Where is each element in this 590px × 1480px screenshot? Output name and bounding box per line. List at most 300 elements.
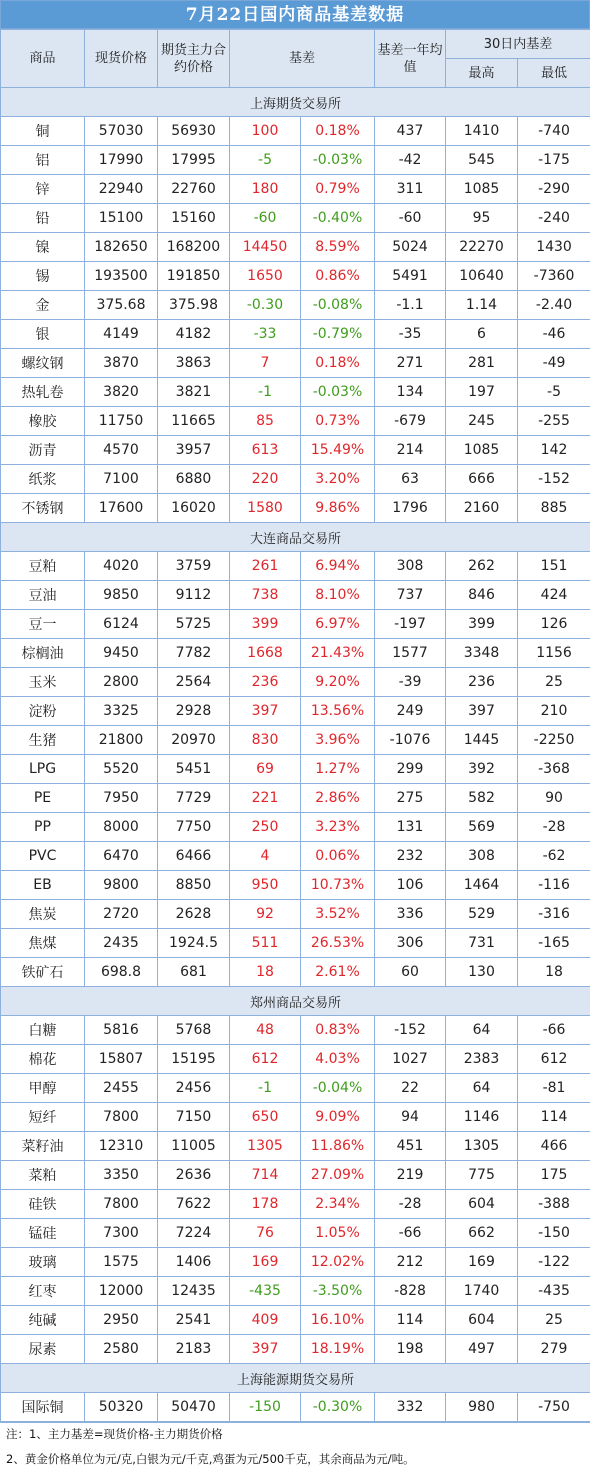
basis-percent-cell: 2.86%: [301, 784, 375, 813]
table-row: [1, 1335, 590, 1364]
table-row: [1, 697, 590, 726]
basis-value-cell: 1580: [230, 494, 301, 523]
30d-high-cell: 666: [446, 465, 518, 494]
30d-high-cell: 529: [446, 900, 518, 929]
spot-price-cell: 50320: [85, 1393, 158, 1422]
year-average-cell: 271: [375, 349, 446, 378]
year-average-cell: 5491: [375, 262, 446, 291]
commodity-cell: 红枣: [1, 1277, 85, 1306]
year-average-cell: 198: [375, 1335, 446, 1364]
basis-value-cell: 612: [230, 1045, 301, 1074]
basis-value-cell: 236: [230, 668, 301, 697]
commodity-cell: 菜籽油: [1, 1132, 85, 1161]
basis-value-cell: 409: [230, 1306, 301, 1335]
year-average-cell: 308: [375, 552, 446, 581]
futures-price-cell: 7622: [158, 1190, 230, 1219]
basis-value-cell: 1650: [230, 262, 301, 291]
basis-percent-cell: 15.49%: [301, 436, 375, 465]
futures-price-cell: 7782: [158, 639, 230, 668]
commodity-cell: 金: [1, 291, 85, 320]
futures-price-cell: 6880: [158, 465, 230, 494]
year-average-cell: 5024: [375, 233, 446, 262]
basis-percent-cell: 0.18%: [301, 349, 375, 378]
table-row: [1, 929, 590, 958]
futures-price-cell: 2636: [158, 1161, 230, 1190]
basis-value-cell: 397: [230, 1335, 301, 1364]
spot-price-cell: 698.8: [85, 958, 158, 987]
spot-price-cell: 6124: [85, 610, 158, 639]
spot-price-cell: 12310: [85, 1132, 158, 1161]
basis-value-cell: 613: [230, 436, 301, 465]
basis-value-cell: 221: [230, 784, 301, 813]
basis-value-cell: -1: [230, 378, 301, 407]
commodity-cell: 菜粕: [1, 1161, 85, 1190]
basis-percent-cell: 3.52%: [301, 900, 375, 929]
30d-low-cell: 1430: [518, 233, 590, 262]
basis-percent-cell: 1.05%: [301, 1219, 375, 1248]
year-average-cell: -66: [375, 1219, 446, 1248]
table-row: [1, 262, 590, 291]
30d-high-cell: 662: [446, 1219, 518, 1248]
30d-low-cell: -46: [518, 320, 590, 349]
30d-low-cell: -28: [518, 813, 590, 842]
commodity-cell: 铝: [1, 146, 85, 175]
year-average-cell: -679: [375, 407, 446, 436]
header-futures: 期货主力合约价格: [158, 30, 230, 88]
year-average-cell: 60: [375, 958, 446, 987]
30d-low-cell: 1156: [518, 639, 590, 668]
30d-low-cell: 25: [518, 1306, 590, 1335]
section-header: [1, 88, 590, 117]
30d-high-cell: 604: [446, 1190, 518, 1219]
spot-price-cell: 3350: [85, 1161, 158, 1190]
table-row: [1, 842, 590, 871]
futures-price-cell: 168200: [158, 233, 230, 262]
basis-value-cell: -150: [230, 1393, 301, 1422]
spot-price-cell: 17990: [85, 146, 158, 175]
30d-high-cell: 399: [446, 610, 518, 639]
header-30d: 30日内基差: [446, 30, 590, 59]
30d-high-cell: 775: [446, 1161, 518, 1190]
spot-price-cell: 3870: [85, 349, 158, 378]
spot-price-cell: 9850: [85, 581, 158, 610]
30d-low-cell: -368: [518, 755, 590, 784]
30d-low-cell: 279: [518, 1335, 590, 1364]
basis-percent-cell: 0.79%: [301, 175, 375, 204]
futures-price-cell: 15160: [158, 204, 230, 233]
basis-percent-cell: -0.03%: [301, 146, 375, 175]
futures-price-cell: 9112: [158, 581, 230, 610]
futures-price-cell: 2183: [158, 1335, 230, 1364]
commodity-cell: 镍: [1, 233, 85, 262]
table-row: [1, 784, 590, 813]
futures-price-cell: 56930: [158, 117, 230, 146]
30d-low-cell: -290: [518, 175, 590, 204]
commodity-cell: 棕榈油: [1, 639, 85, 668]
basis-value-cell: 1305: [230, 1132, 301, 1161]
futures-price-cell: 3863: [158, 349, 230, 378]
30d-low-cell: -62: [518, 842, 590, 871]
futures-price-cell: 7224: [158, 1219, 230, 1248]
table-row: [1, 320, 590, 349]
basis-value-cell: 511: [230, 929, 301, 958]
basis-value-cell: 7: [230, 349, 301, 378]
year-average-cell: -39: [375, 668, 446, 697]
30d-high-cell: 6: [446, 320, 518, 349]
30d-high-cell: 22270: [446, 233, 518, 262]
spot-price-cell: 2455: [85, 1074, 158, 1103]
table-row: [1, 871, 590, 900]
header-low: 最低: [518, 59, 590, 88]
futures-price-cell: 4182: [158, 320, 230, 349]
section-name: 上海期货交易所: [1, 88, 590, 117]
table-row: [1, 1248, 590, 1277]
header-basis: 基差: [230, 30, 375, 88]
30d-high-cell: 980: [446, 1393, 518, 1422]
spot-price-cell: 57030: [85, 117, 158, 146]
futures-price-cell: 6466: [158, 842, 230, 871]
commodity-cell: 锡: [1, 262, 85, 291]
30d-high-cell: 308: [446, 842, 518, 871]
spot-price-cell: 12000: [85, 1277, 158, 1306]
30d-low-cell: -740: [518, 117, 590, 146]
commodity-cell: 淀粉: [1, 697, 85, 726]
year-average-cell: -197: [375, 610, 446, 639]
basis-value-cell: 100: [230, 117, 301, 146]
commodity-cell: PE: [1, 784, 85, 813]
30d-low-cell: -49: [518, 349, 590, 378]
30d-high-cell: 130: [446, 958, 518, 987]
header-spot: 现货价格: [85, 30, 158, 88]
30d-low-cell: -150: [518, 1219, 590, 1248]
futures-price-cell: 3759: [158, 552, 230, 581]
30d-low-cell: 151: [518, 552, 590, 581]
table-row: [1, 610, 590, 639]
year-average-cell: 311: [375, 175, 446, 204]
footnote-2: 2、黄金价格单位为元/克,白银为元/千克,鸡蛋为元/500千克，其余商品为元/吨。: [6, 1452, 415, 1466]
table-row: [1, 1393, 590, 1422]
30d-high-cell: 1085: [446, 175, 518, 204]
commodity-cell: 豆油: [1, 581, 85, 610]
futures-price-cell: 191850: [158, 262, 230, 291]
futures-price-cell: 7150: [158, 1103, 230, 1132]
basis-value-cell: 399: [230, 610, 301, 639]
commodity-cell: 沥青: [1, 436, 85, 465]
year-average-cell: -35: [375, 320, 446, 349]
year-average-cell: 332: [375, 1393, 446, 1422]
table-row: [1, 1277, 590, 1306]
30d-low-cell: -2.40: [518, 291, 590, 320]
footnote-1: 注：1、主力基差=现货价格-主力期货价格: [6, 1427, 223, 1441]
year-average-cell: -28: [375, 1190, 446, 1219]
30d-high-cell: 1740: [446, 1277, 518, 1306]
year-average-cell: 131: [375, 813, 446, 842]
basis-percent-cell: 27.09%: [301, 1161, 375, 1190]
year-average-cell: 1577: [375, 639, 446, 668]
basis-value-cell: 261: [230, 552, 301, 581]
30d-low-cell: -388: [518, 1190, 590, 1219]
table-row: [1, 1132, 590, 1161]
commodity-cell: 短纤: [1, 1103, 85, 1132]
commodity-cell: 玉米: [1, 668, 85, 697]
futures-price-cell: 2456: [158, 1074, 230, 1103]
basis-value-cell: 92: [230, 900, 301, 929]
30d-high-cell: 1445: [446, 726, 518, 755]
30d-low-cell: 126: [518, 610, 590, 639]
futures-price-cell: 17995: [158, 146, 230, 175]
basis-value-cell: 738: [230, 581, 301, 610]
30d-low-cell: -152: [518, 465, 590, 494]
futures-price-cell: 11665: [158, 407, 230, 436]
basis-value-cell: 220: [230, 465, 301, 494]
30d-low-cell: -240: [518, 204, 590, 233]
basis-percent-cell: 6.94%: [301, 552, 375, 581]
futures-price-cell: 3957: [158, 436, 230, 465]
table-row: [1, 900, 590, 929]
30d-low-cell: 885: [518, 494, 590, 523]
year-average-cell: -828: [375, 1277, 446, 1306]
basis-percent-cell: 8.59%: [301, 233, 375, 262]
30d-low-cell: 175: [518, 1161, 590, 1190]
basis-value-cell: 180: [230, 175, 301, 204]
year-average-cell: 437: [375, 117, 446, 146]
spot-price-cell: 4020: [85, 552, 158, 581]
basis-value-cell: -60: [230, 204, 301, 233]
30d-low-cell: -66: [518, 1016, 590, 1045]
basis-percent-cell: 16.10%: [301, 1306, 375, 1335]
30d-low-cell: 210: [518, 697, 590, 726]
spot-price-cell: 9450: [85, 639, 158, 668]
commodity-cell: 银: [1, 320, 85, 349]
30d-high-cell: 545: [446, 146, 518, 175]
year-average-cell: 306: [375, 929, 446, 958]
futures-price-cell: 681: [158, 958, 230, 987]
basis-value-cell: 250: [230, 813, 301, 842]
table-row: [1, 1190, 590, 1219]
spot-price-cell: 1575: [85, 1248, 158, 1277]
basis-value-cell: 4: [230, 842, 301, 871]
table-row: [1, 813, 590, 842]
30d-high-cell: 731: [446, 929, 518, 958]
basis-percent-cell: 6.97%: [301, 610, 375, 639]
futures-price-cell: 2541: [158, 1306, 230, 1335]
year-average-cell: 134: [375, 378, 446, 407]
year-average-cell: 22: [375, 1074, 446, 1103]
spot-price-cell: 15100: [85, 204, 158, 233]
year-average-cell: 1796: [375, 494, 446, 523]
30d-high-cell: 197: [446, 378, 518, 407]
30d-low-cell: -165: [518, 929, 590, 958]
table-row: [1, 1074, 590, 1103]
30d-low-cell: -7360: [518, 262, 590, 291]
spot-price-cell: 2800: [85, 668, 158, 697]
table-row: [1, 1306, 590, 1335]
commodity-cell: 锌: [1, 175, 85, 204]
30d-high-cell: 64: [446, 1074, 518, 1103]
30d-high-cell: 1.14: [446, 291, 518, 320]
futures-price-cell: 7750: [158, 813, 230, 842]
table-row: [1, 465, 590, 494]
futures-price-cell: 20970: [158, 726, 230, 755]
section-name: 大连商品交易所: [1, 523, 590, 552]
commodity-cell: EB: [1, 871, 85, 900]
basis-value-cell: 830: [230, 726, 301, 755]
30d-low-cell: -5: [518, 378, 590, 407]
table-row: [1, 117, 590, 146]
30d-low-cell: -122: [518, 1248, 590, 1277]
futures-price-cell: 5725: [158, 610, 230, 639]
commodity-cell: 螺纹钢: [1, 349, 85, 378]
spot-price-cell: 21800: [85, 726, 158, 755]
table-row: [1, 494, 590, 523]
30d-high-cell: 281: [446, 349, 518, 378]
commodity-cell: 不锈钢: [1, 494, 85, 523]
basis-value-cell: 48: [230, 1016, 301, 1045]
basis-percent-cell: 9.86%: [301, 494, 375, 523]
futures-price-cell: 8850: [158, 871, 230, 900]
30d-low-cell: -81: [518, 1074, 590, 1103]
spot-price-cell: 193500: [85, 262, 158, 291]
table-row: [1, 204, 590, 233]
spot-price-cell: 17600: [85, 494, 158, 523]
30d-high-cell: 569: [446, 813, 518, 842]
commodity-cell: 国际铜: [1, 1393, 85, 1422]
basis-percent-cell: -3.50%: [301, 1277, 375, 1306]
commodity-cell: 锰硅: [1, 1219, 85, 1248]
table-row: [1, 755, 590, 784]
spot-price-cell: 4149: [85, 320, 158, 349]
spot-price-cell: 7800: [85, 1103, 158, 1132]
basis-percent-cell: -0.03%: [301, 378, 375, 407]
basis-value-cell: -0.30: [230, 291, 301, 320]
table-row: [1, 1016, 590, 1045]
basis-percent-cell: 0.06%: [301, 842, 375, 871]
section-header: [1, 523, 590, 552]
footnotes: [0, 1422, 590, 1475]
section-name: 上海能源期货交易所: [1, 1364, 590, 1393]
basis-percent-cell: -0.08%: [301, 291, 375, 320]
commodity-cell: 豆粕: [1, 552, 85, 581]
table-row: [1, 639, 590, 668]
commodity-cell: 热轧卷: [1, 378, 85, 407]
basis-percent-cell: 9.20%: [301, 668, 375, 697]
year-average-cell: 451: [375, 1132, 446, 1161]
basis-percent-cell: 9.09%: [301, 1103, 375, 1132]
futures-price-cell: 2564: [158, 668, 230, 697]
table-row: [1, 175, 590, 204]
30d-low-cell: 114: [518, 1103, 590, 1132]
commodity-cell: 铅: [1, 204, 85, 233]
basis-percent-cell: 3.96%: [301, 726, 375, 755]
year-average-cell: 249: [375, 697, 446, 726]
spot-price-cell: 2580: [85, 1335, 158, 1364]
year-average-cell: 219: [375, 1161, 446, 1190]
futures-price-cell: 3821: [158, 378, 230, 407]
table-row: [1, 1045, 590, 1074]
basis-percent-cell: -0.04%: [301, 1074, 375, 1103]
basis-value-cell: -1: [230, 1074, 301, 1103]
30d-high-cell: 846: [446, 581, 518, 610]
30d-high-cell: 64: [446, 1016, 518, 1045]
table-row: [1, 581, 590, 610]
spot-price-cell: 9800: [85, 871, 158, 900]
basis-value-cell: 69: [230, 755, 301, 784]
basis-value-cell: 950: [230, 871, 301, 900]
spot-price-cell: 2720: [85, 900, 158, 929]
section-header: [1, 987, 590, 1016]
30d-low-cell: 90: [518, 784, 590, 813]
basis-percent-cell: 12.02%: [301, 1248, 375, 1277]
futures-price-cell: 2928: [158, 697, 230, 726]
spot-price-cell: 5520: [85, 755, 158, 784]
basis-value-cell: -435: [230, 1277, 301, 1306]
header-high: 最高: [446, 59, 518, 88]
basis-value-cell: 14450: [230, 233, 301, 262]
basis-value-cell: -5: [230, 146, 301, 175]
spot-price-cell: 375.68: [85, 291, 158, 320]
30d-high-cell: 2383: [446, 1045, 518, 1074]
basis-table: [0, 29, 590, 1422]
spot-price-cell: 7950: [85, 784, 158, 813]
year-average-cell: 214: [375, 436, 446, 465]
commodity-cell: 棉花: [1, 1045, 85, 1074]
table-row: [1, 407, 590, 436]
30d-high-cell: 392: [446, 755, 518, 784]
30d-low-cell: 142: [518, 436, 590, 465]
30d-low-cell: 18: [518, 958, 590, 987]
30d-low-cell: -435: [518, 1277, 590, 1306]
30d-low-cell: -316: [518, 900, 590, 929]
year-average-cell: -1076: [375, 726, 446, 755]
year-average-cell: -60: [375, 204, 446, 233]
basis-value-cell: 178: [230, 1190, 301, 1219]
basis-value-cell: 1668: [230, 639, 301, 668]
spot-price-cell: 4570: [85, 436, 158, 465]
spot-price-cell: 11750: [85, 407, 158, 436]
table-row: [1, 552, 590, 581]
year-average-cell: 106: [375, 871, 446, 900]
futures-price-cell: 15195: [158, 1045, 230, 1074]
spot-price-cell: 2950: [85, 1306, 158, 1335]
spot-price-cell: 7800: [85, 1190, 158, 1219]
year-average-cell: 737: [375, 581, 446, 610]
basis-percent-cell: 3.20%: [301, 465, 375, 494]
basis-percent-cell: 11.86%: [301, 1132, 375, 1161]
basis-value-cell: 714: [230, 1161, 301, 1190]
30d-low-cell: 466: [518, 1132, 590, 1161]
commodity-cell: LPG: [1, 755, 85, 784]
table-row: [1, 291, 590, 320]
page-title: 7月22日国内商品基差数据: [0, 0, 590, 29]
commodity-cell: 焦炭: [1, 900, 85, 929]
year-average-cell: 114: [375, 1306, 446, 1335]
basis-value-cell: 76: [230, 1219, 301, 1248]
futures-price-cell: 5768: [158, 1016, 230, 1045]
section-name: 郑州商品交易所: [1, 987, 590, 1016]
futures-price-cell: 5451: [158, 755, 230, 784]
30d-high-cell: 1464: [446, 871, 518, 900]
basis-percent-cell: 3.23%: [301, 813, 375, 842]
30d-high-cell: 582: [446, 784, 518, 813]
30d-high-cell: 604: [446, 1306, 518, 1335]
spot-price-cell: 182650: [85, 233, 158, 262]
basis-percent-cell: 4.03%: [301, 1045, 375, 1074]
basis-percent-cell: -0.30%: [301, 1393, 375, 1422]
spot-price-cell: 15807: [85, 1045, 158, 1074]
30d-high-cell: 1085: [446, 436, 518, 465]
30d-low-cell: -116: [518, 871, 590, 900]
table-row: [1, 668, 590, 697]
